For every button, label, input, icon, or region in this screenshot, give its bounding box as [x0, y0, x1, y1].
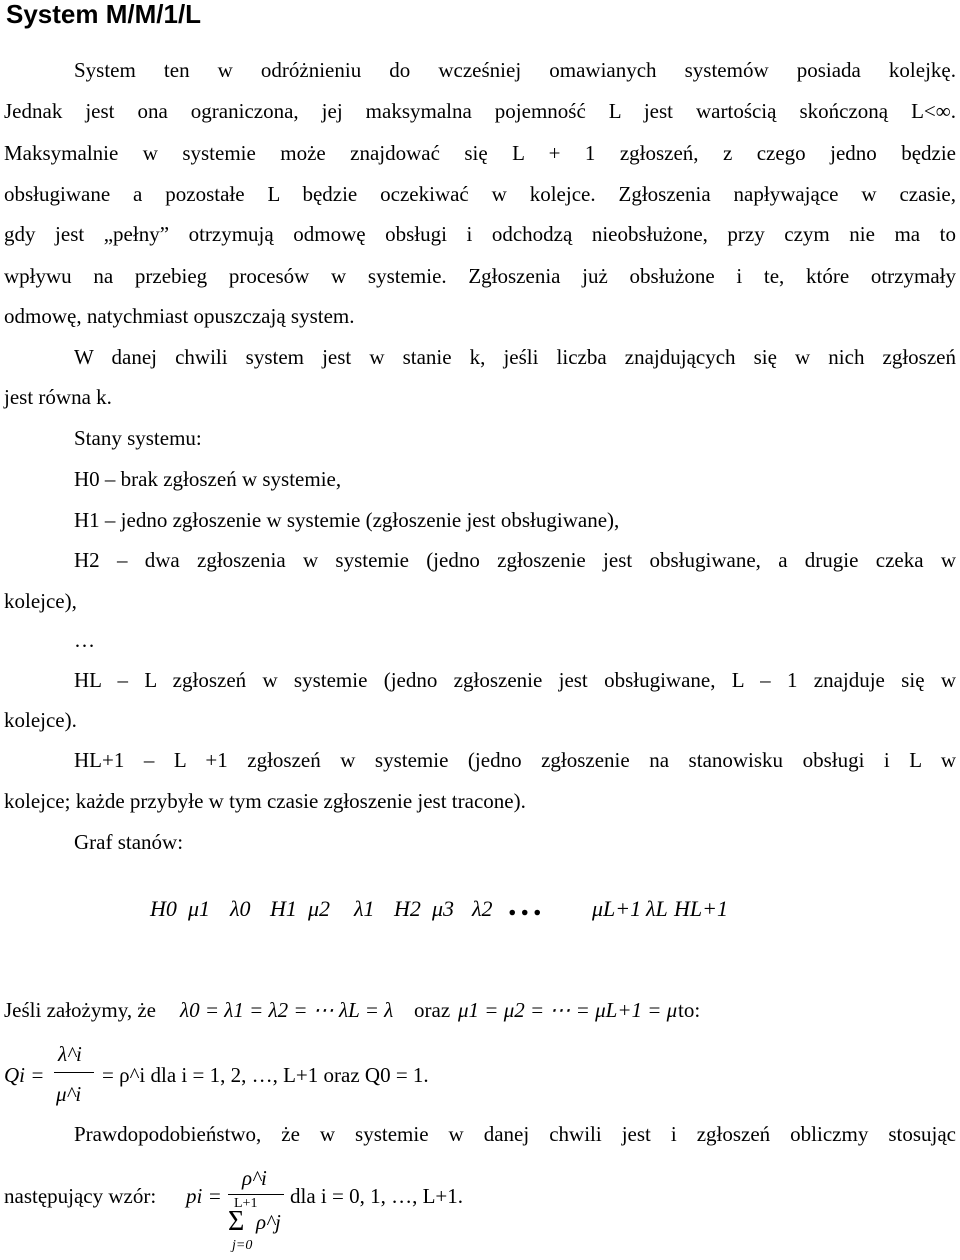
para1-line-3: Maksymalnie w systemie może znajdować się L + 1 zgłoszeń, z czego jedno będzie: [4, 141, 956, 165]
q-numerator: λ^i: [58, 1042, 82, 1066]
graph-label-mu2: μ2: [308, 896, 331, 921]
graph-label-h2: H2: [394, 896, 421, 921]
para1-line-4: obsługiwane a pozostałe L będzie oczekiwać w kolejce. Zgłoszenia napływające w czasie,: [4, 182, 956, 206]
assumption-suffix: to:: [678, 998, 701, 1022]
graph-label-lambda1: λ1: [354, 896, 375, 921]
sum-term: ρ^j: [256, 1210, 281, 1234]
states-intro: Stany systemu:: [74, 426, 202, 450]
state-hl-line1: HL – L zgłoszeń w systemie (jedno zgłoszenie jest obsługiwane, L – 1 znajduje się w: [74, 668, 956, 692]
state-h2-line1: H2 – dwa zgłoszenia w systemie (jedno zgłoszenie jest obsługiwane, a drugie czeka w: [74, 548, 956, 572]
state-h0: H0 – brak zgłoszeń w systemie,: [74, 467, 342, 491]
q-rhs: = ρ^i dla i = 1, 2, …, L+1 oraz Q0 = 1.: [102, 1063, 429, 1087]
graph-intro: Graf stanów:: [74, 830, 184, 854]
q-denominator: μ^i: [56, 1082, 82, 1106]
graph-label-lambda0: λ0: [230, 896, 251, 921]
graph-label-mu3: μ3: [432, 896, 455, 921]
para1-line-2: Jednak jest ona ograniczona, jej maksymalna pojemność L jest wartością skończoną L<∞.: [4, 99, 956, 123]
prob-lhs: pi =: [186, 1184, 222, 1208]
sum-symbol: Σ: [228, 1206, 245, 1237]
state-ellipsis: …: [74, 628, 95, 652]
sum-lower: j=0: [232, 1238, 253, 1253]
para1-line-6: wpływu na przebieg procesów w systemie. Zgłoszenia już obsłużone i te, które otrzymały: [4, 264, 956, 288]
prob-fraction-bar: [228, 1194, 284, 1195]
state-hl-line2: kolejce).: [4, 708, 77, 732]
state-hl1-line2: kolejce; każde przybyłe w tym czasie zgłoszenie jest tracone).: [4, 789, 526, 813]
graph-label-mu1: μ1: [188, 896, 211, 921]
graph-label-hl1: HL+1: [674, 896, 728, 921]
graph-label-lambdal: λL: [646, 896, 668, 921]
para2-line-1: W danej chwili system jest w stanie k, jeśli liczba znajdujących się w nich zgłoszeń: [74, 345, 956, 369]
graph-label-h1: H1: [270, 896, 297, 921]
graph-dots: ...: [508, 886, 546, 923]
assumption-oraz: oraz: [414, 998, 451, 1022]
para1-line-5: gdy jest „pełny” otrzymują odmowę obsługi i odchodzą nieobsłużone, przy czym nie ma to: [4, 222, 956, 246]
prob-numerator: ρ^i: [242, 1166, 267, 1190]
sum-upper: L+1: [234, 1196, 258, 1211]
state-h2-line2: kolejce),: [4, 589, 77, 613]
assumption-lambda: λ0 = λ1 = λ2 = ⋯ λL = λ: [180, 998, 394, 1022]
state-hl1-line1: HL+1 – L +1 zgłoszeń w systemie (jedno zgłoszenie na stanowisku obsługi i L w: [74, 748, 956, 772]
para1-line-1: System ten w odróżnieniu do wcześniej omawianych systemów posiada kolejkę.: [74, 58, 956, 82]
prob-text: Prawdopodobieństwo, że w systemie w danej chwili jest i zgłoszeń obliczmy stosując: [74, 1122, 956, 1146]
para2-line-2: jest równa k.: [4, 385, 112, 409]
state-h1: H1 – jedno zgłoszenie w systemie (zgłoszenie jest obsługiwane),: [74, 508, 620, 532]
graph-label-h0: H0: [150, 896, 177, 921]
page-title: System M/M/1/L: [6, 0, 202, 29]
q-fraction-bar: [54, 1072, 94, 1073]
q-lhs: Qi =: [4, 1063, 45, 1087]
assumption-prefix: Jeśli założymy, że: [4, 998, 156, 1022]
assumption-mu: μ1 = μ2 = ⋯ = μL+1 = μ: [458, 998, 678, 1022]
prob-rhs: dla i = 0, 1, …, L+1.: [290, 1184, 464, 1208]
para1-line-7: odmowę, natychmiast opuszczają system.: [4, 304, 355, 328]
graph-label-lambda2: λ2: [472, 896, 493, 921]
prob-prefix: następujący wzór:: [4, 1184, 157, 1208]
graph-label-mul1: μL+1: [592, 896, 642, 921]
state-graph: [150, 886, 930, 926]
